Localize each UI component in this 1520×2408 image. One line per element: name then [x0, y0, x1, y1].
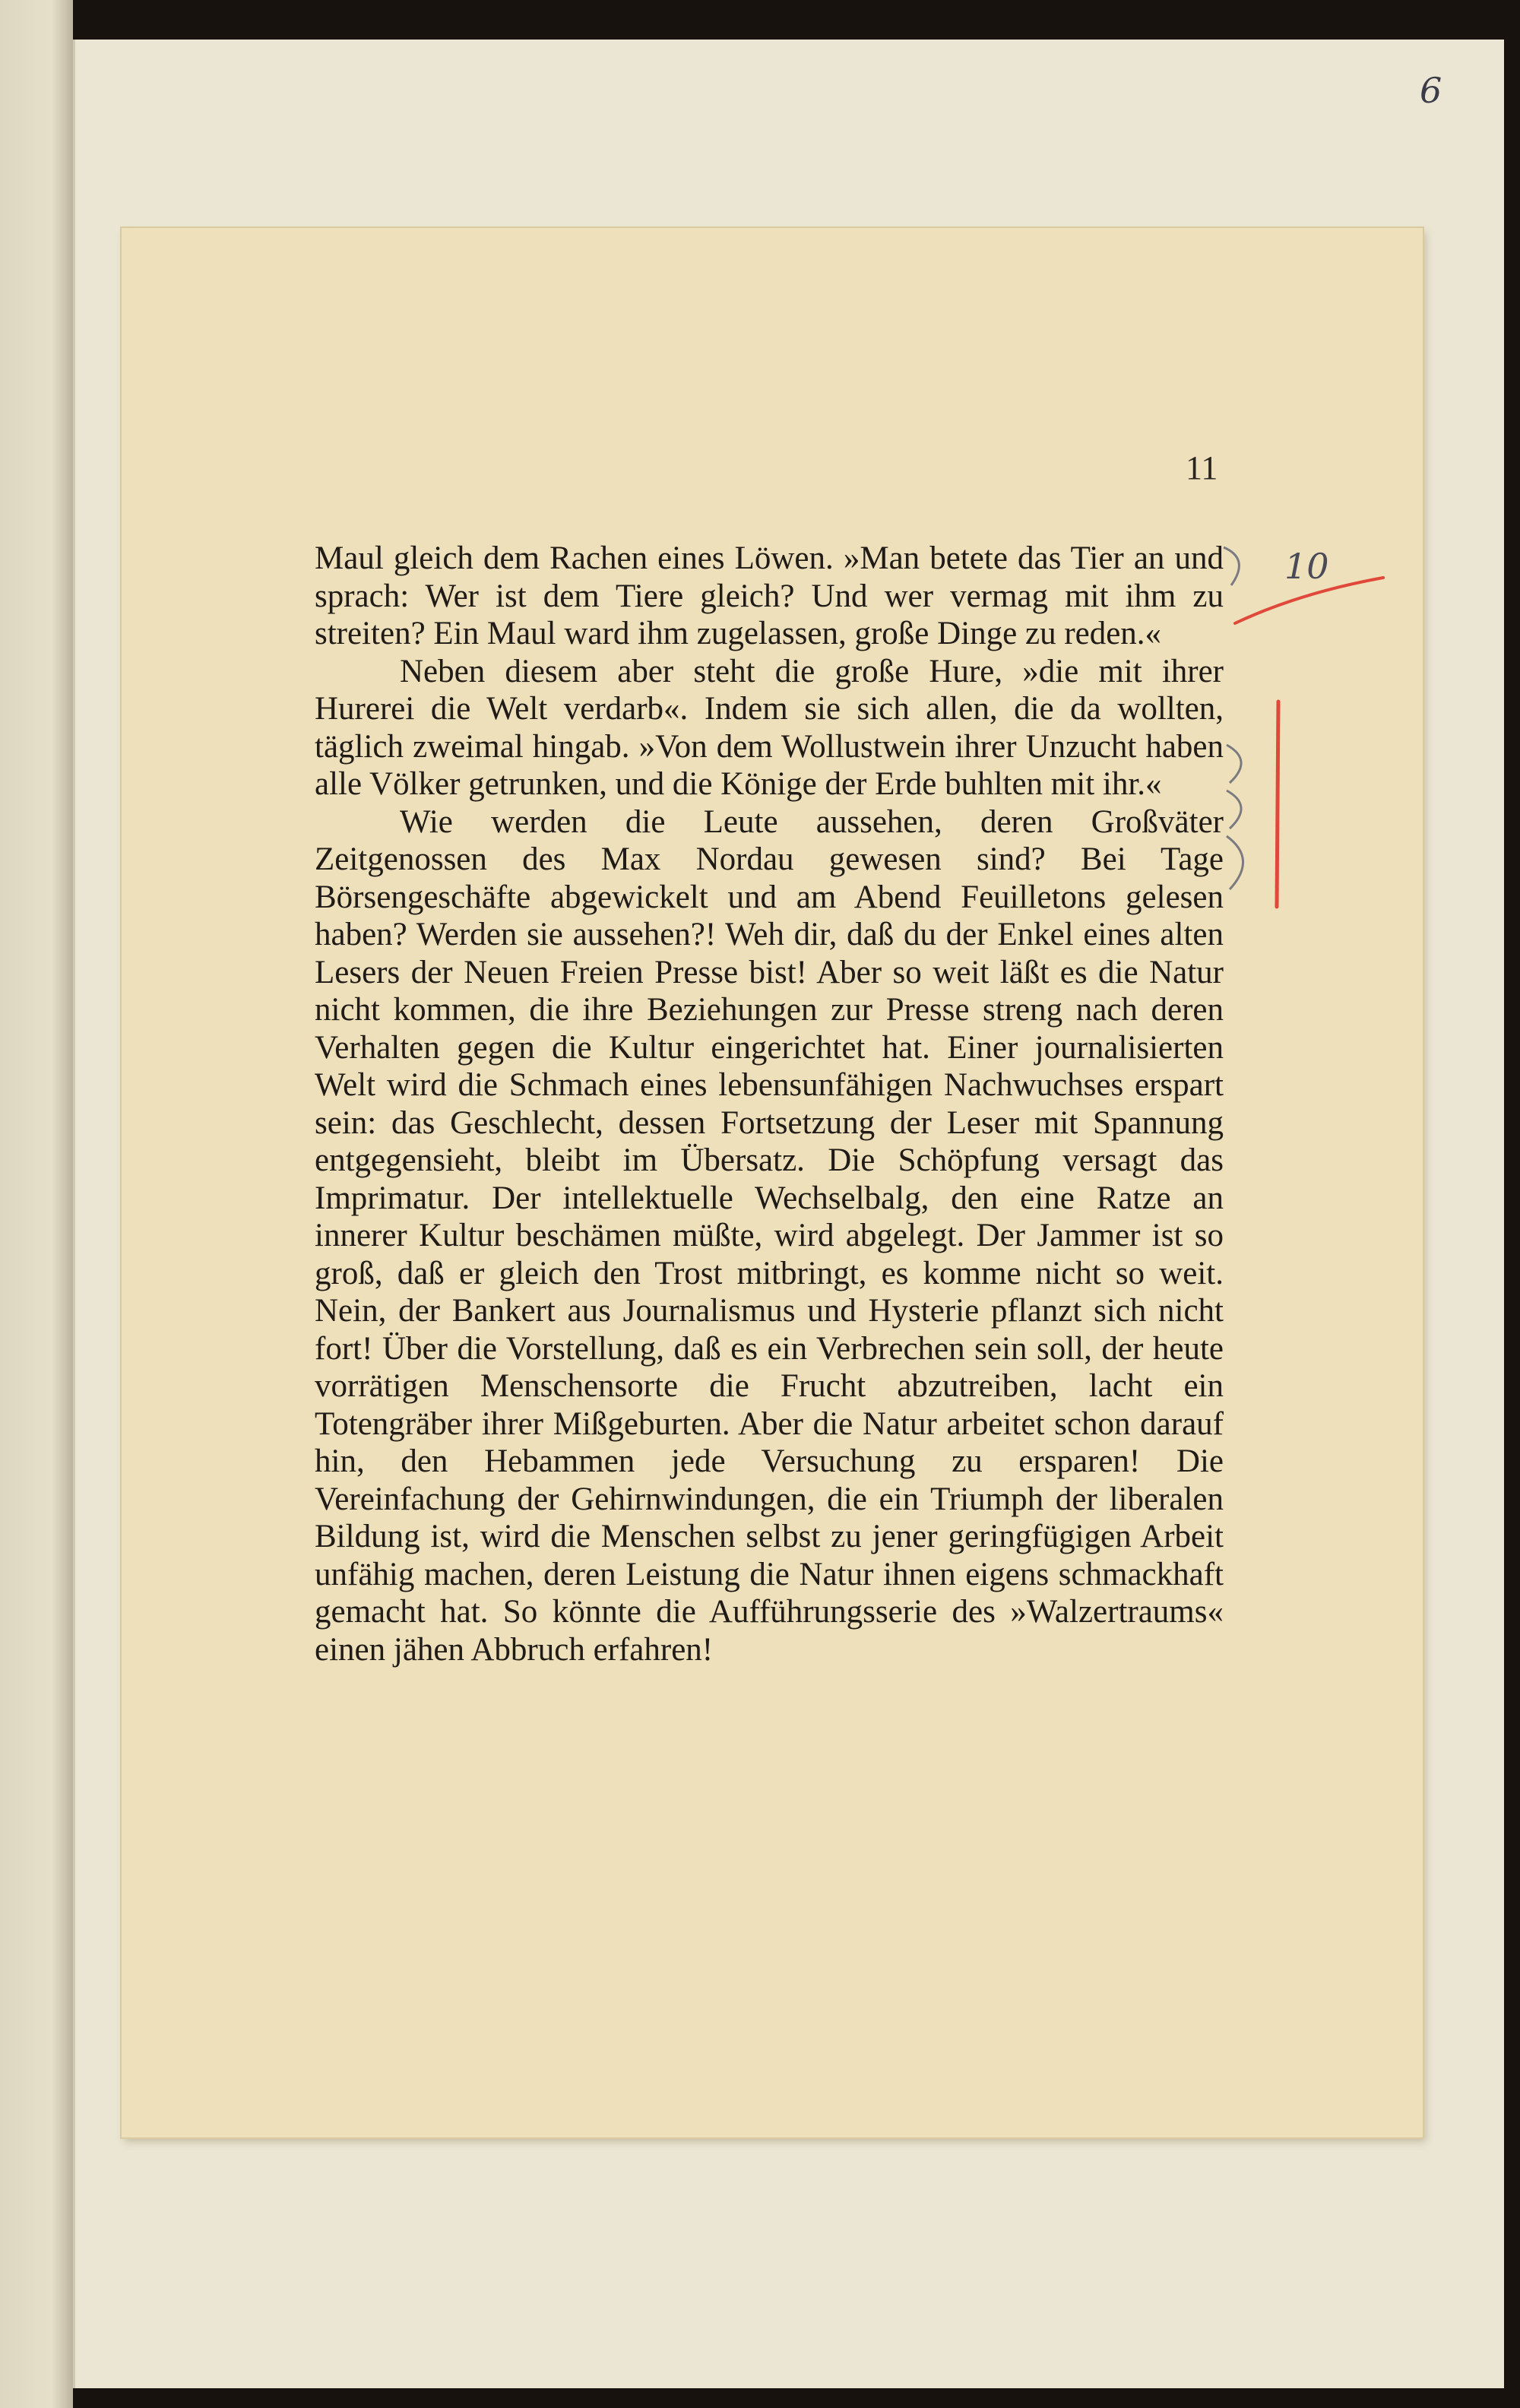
book-gutter [0, 0, 73, 2408]
clipping-text [315, 540, 1224, 1668]
paragraph-1: Maul gleich dem Rachen eines Löwen. »Man betete das Tier an und sprach: Wer ist dem Tiere gleich? Und wer vermag mit ihm zu streiten? Ein Maul ward ihm zugelassen, große Dinge zu reden.« [315, 540, 1224, 651]
red-margin-line [1271, 698, 1286, 911]
margin-line-number: 10 [1284, 546, 1329, 587]
clipping-page-number: 11 [1186, 449, 1218, 486]
paragraph-3: Wie werden die Leute aussehen, deren Großväter Zeitgenossen des Max Nordau gewesen sind? Bei Tage Börsengeschäfte abgewickelt und am Abend Feuilletons gelesen haben? Werden sie aussehen?! Weh dir, daß du der Enkel eines alten Lesers der Neuen Freien Presse bist! Aber so weit läßt es die Natur nicht kommen, die ihre Beziehungen zur Presse streng nach deren Verhalten gegen die Kultur eingerichtet hat. Einer journalisierten Welt wird die Schmach eines lebensunfähigen Nachwuchses erspart sein: das Geschlecht, dessen Fortsetzung der Leser mit Spannung entgegensieht, bleibt im Übersatz. Die Schöpfung versagt das Imprimatur. Der intellektuelle Wechselbalg, den eine Ratze an innerer Kultur beschämen müßte, wird abgelegt. Der Jammer ist so groß, daß er gleich den Trost mitbringt, es komme nicht so weit. Nein, der Bankert aus Journalismus und Hysterie pflanzt sich nicht fort! Über die Vorstellung, daß es ein Verbrechen sein soll, der heute vorrätigen Menschensorte die Frucht abzutreiben, lacht ein Totengräber ihrer Mißgeburten. Aber die Natur arbeitet schon darauf hin, den Hebammen jede Versuchung zu ersparen! Die Vereinfachung der Gehirnwindungen, die ein Triumph der liberalen Bildung ist, wird die Menschen selbst zu jener geringfügigen Arbeit unfähig machen, deren Leistung die Natur ihnen eigens schmackhaft gemacht hat. So könnte die Aufführungsserie des »Walzertraums« einen jähen Abbruch erfahren! [315, 803, 1224, 1668]
red-pencil-stroke [1231, 562, 1391, 631]
archive-page-number: 6 [1420, 70, 1442, 111]
paragraph-2: Neben diesem aber steht die große Hure, »die mit ihrer Hurerei die Welt verdarb«. Indem sie sich allen, die da wollten, täglich zweimal hingab. »Von dem Wollustwein ihrer Unzucht haben alle Völker getrunken, und die Könige der Erde buhlten mit ihr.« [315, 653, 1224, 802]
